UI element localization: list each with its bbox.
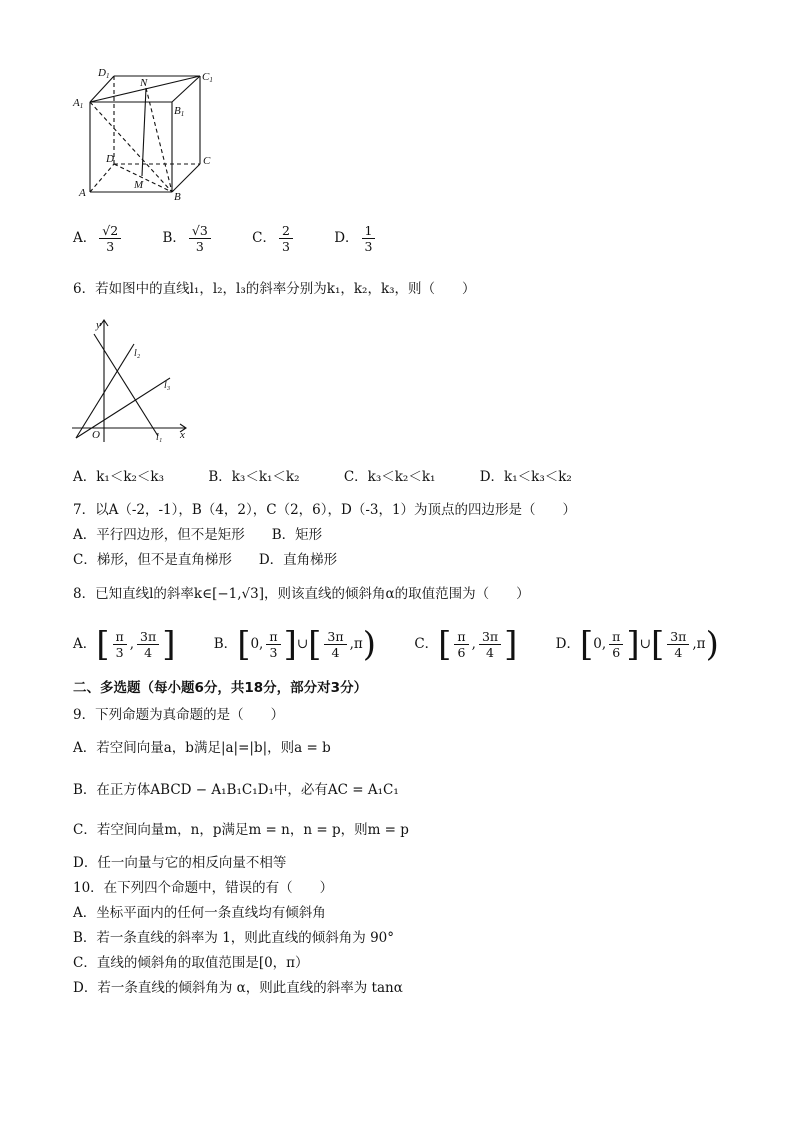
q8-stem: 8．已知直线l的斜率k∈[−1,√3]，则该直线的倾斜角α的取值范围为（ ） [73, 586, 530, 602]
q9-option-a: A．若空间向量a，b满足|a|=|b|，则a = b [73, 740, 331, 756]
label-D1: D1 [98, 67, 110, 80]
q10-stem: 10．在下列四个命题中，错误的有（ ） [73, 880, 334, 896]
q9-option-c: C．若空间向量m，n，p满足m = n，n = p，则m = p [73, 822, 409, 838]
q5-option-a: A． $\frac{√2}{3}$ [73, 218, 124, 258]
q7-stem: 7．以A（-2，-1），B（4，2），C（2，6），D（-3，1）为顶点的四边形是（ ） [73, 502, 577, 518]
q7-options-line1: A．平行四边形，但不是矩形 B．矩形 [73, 527, 323, 543]
q5-options [73, 218, 412, 258]
q6-option-d: D．k₁＜k₃＜k₂ [479, 469, 572, 485]
q6-options [73, 467, 606, 487]
q5-option-b: B． $\frac{√3}{3}$ [162, 218, 213, 258]
q10-option-d: D．若一条直线的倾斜角为 α，则此直线的斜率为 tanα [73, 980, 403, 996]
q6-option-c: C．k₃＜k₂＜k₁ [343, 469, 436, 485]
axis-x-label: x [180, 429, 185, 441]
q9-option-b: B．在正方体ABCD − A₁B₁C₁D₁中，必有AC = A₁C₁ [73, 782, 399, 798]
q5-option-d: D． $\frac{1}{3}$ [334, 218, 378, 258]
label-B: B [174, 191, 181, 203]
q10-option-c: C．直线的倾斜角的取值范围是[0，π） [73, 955, 309, 971]
q8-option-a: A．[ $\frac{\pi}{3}$ , $\frac{3\pi}{4}$ ] [73, 624, 176, 665]
q8-option-c: C．[ $\frac{\pi}{6}$ , $\frac{3\pi}{4}$ ] [414, 624, 518, 665]
q7-options-line2: C．梯形，但不是直角梯形 D．直角梯形 [73, 552, 338, 568]
q8-options [73, 624, 753, 664]
label-N: N [140, 77, 148, 89]
line-l2-label: l₂ [134, 348, 141, 359]
origin-label: O [92, 429, 100, 441]
label-A1: A1 [73, 97, 84, 110]
q10-option-a: A．坐标平面内的任何一条直线均有倾斜角 [73, 905, 326, 921]
label-C1: C1 [202, 71, 213, 84]
q6-option-a: A．k₁＜k₂＜k₃ [73, 469, 165, 485]
axis-y-label: y [96, 319, 101, 331]
q10-option-b: B．若一条直线的斜率为 1，则此直线的倾斜角为 90° [73, 930, 395, 946]
section-2-heading: 二、多选题（每小题6分，共18分，部分对3分） [73, 680, 368, 696]
line-l1-label: l₁ [156, 432, 163, 443]
label-B1: B1 [174, 105, 185, 118]
label-D: D [106, 153, 114, 165]
q6-option-b: B．k₃＜k₁＜k₂ [208, 469, 300, 485]
q9-option-d: D．任一向量与它的相反向量不相等 [73, 855, 287, 871]
q6-stem: 6．若如图中的直线l₁，l₂，l₃的斜率分别为k₁，k₂，k₃，则（ ） [73, 281, 476, 297]
q5-option-c: C． $\frac{2}{3}$ [252, 218, 296, 258]
q9-stem: 9．下列命题为真命题的是（ ） [73, 707, 285, 723]
q8-option-b: B．[0, $\frac{\pi}{3}$ ]∪[ $\frac{3\pi}{4}$ ,π) [213, 624, 377, 665]
label-M: M [134, 179, 144, 191]
label-C: C [203, 155, 211, 167]
q8-option-d: D．[0, $\frac{\pi}{6}$ ]∪[ $\frac{3\pi}{4}$ ,π) [555, 624, 719, 665]
label-A: A [79, 187, 86, 199]
line-l3-label: l₃ [164, 380, 171, 391]
q6-graph [72, 316, 192, 444]
cube-figure [70, 64, 230, 204]
